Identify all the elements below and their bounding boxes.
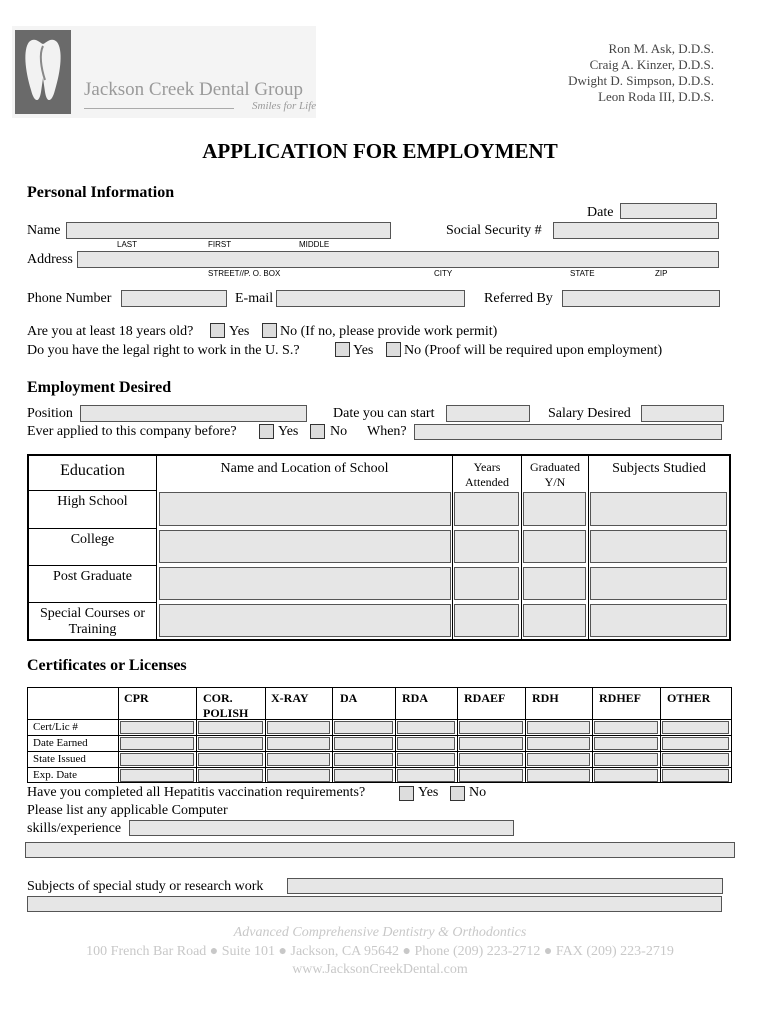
applied-yes-label: Yes	[278, 424, 299, 439]
cert-cell-field[interactable]	[120, 721, 194, 734]
ssn-label: Social Security #	[446, 223, 542, 238]
name-sub-first: FIRST	[208, 240, 232, 249]
salary-field[interactable]	[641, 405, 724, 422]
cert-cell-field[interactable]	[198, 737, 263, 750]
cert-col-xray: X-RAY	[271, 691, 309, 705]
applied-before-question: Ever applied to this company before?	[27, 424, 237, 439]
cert-col-rdh: RDH	[532, 691, 559, 705]
subjects-header: Subjects Studied	[612, 461, 706, 476]
legal-yes-label: Yes	[353, 343, 374, 358]
special-courses-name-field[interactable]	[159, 604, 451, 637]
date-label: Date	[587, 205, 614, 220]
start-date-label: Date you can start	[333, 406, 435, 421]
cert-cell-field[interactable]	[662, 753, 729, 766]
high-school-years-field[interactable]	[454, 492, 519, 526]
computer-skills-field[interactable]	[129, 820, 514, 836]
cert-cell-field[interactable]	[527, 769, 590, 782]
cert-cell-field[interactable]	[397, 721, 455, 734]
cert-cell-field[interactable]	[397, 753, 455, 766]
address-sub-city: CITY	[434, 269, 453, 278]
cert-cell-field[interactable]	[527, 721, 590, 734]
section-employment-heading: Employment Desired	[27, 379, 172, 396]
cert-cell-field[interactable]	[662, 769, 729, 782]
ssn-field[interactable]	[553, 222, 719, 239]
cert-col-da: DA	[340, 691, 358, 705]
cert-cell-field[interactable]	[397, 737, 455, 750]
address-sub-zip: ZIP	[655, 269, 668, 278]
college-graduated-field[interactable]	[523, 530, 586, 563]
cert-cell-field[interactable]	[198, 721, 263, 734]
cert-cell-field[interactable]	[594, 769, 658, 782]
applied-yes-checkbox[interactable]	[259, 424, 274, 439]
legal-question: Do you have the legal right to work in the U. S.?	[27, 343, 300, 358]
referred-by-label: Referred By	[484, 291, 553, 306]
school-header: Name and Location of School	[220, 461, 389, 476]
name-sub-middle: MIDDLE	[299, 240, 330, 249]
position-field[interactable]	[80, 405, 307, 422]
high-school-subjects-field[interactable]	[590, 492, 727, 526]
phone-field[interactable]	[121, 290, 227, 307]
cert-cell-field[interactable]	[198, 769, 263, 782]
cert-col-rda: RDA	[402, 691, 428, 705]
cert-cell-field[interactable]	[120, 737, 194, 750]
cert-cell-field[interactable]	[334, 721, 393, 734]
legal-yes-checkbox[interactable]	[335, 342, 350, 357]
when-label: When?	[367, 424, 407, 439]
name-field[interactable]	[66, 222, 391, 239]
footer-address: 100 French Bar Road ● Suite 101 ● Jackson, CA 95642 ● Phone (209) 223-2712 ● FAX (209) 223-2719	[86, 944, 674, 959]
cert-cell-field[interactable]	[267, 721, 330, 734]
row-high-school: High School	[57, 494, 128, 509]
cert-cell-field[interactable]	[397, 769, 455, 782]
cert-col-rdhef: RDHEF	[599, 691, 641, 705]
computer-skills-label-2: skills/experience	[27, 821, 122, 836]
logo-tagline: Smiles for Life	[252, 100, 317, 112]
tooth-logo-icon	[15, 30, 71, 114]
hepatitis-question: Have you completed all Hepatitis vaccination requirements?	[27, 785, 366, 800]
cert-cell-field[interactable]	[459, 753, 523, 766]
college-subjects-field[interactable]	[590, 530, 727, 563]
hepatitis-yes-label: Yes	[418, 785, 439, 800]
position-label: Position	[27, 406, 73, 421]
cert-cell-field[interactable]	[459, 721, 523, 734]
special-study-field[interactable]	[287, 878, 723, 894]
cert-cell-field[interactable]	[594, 721, 658, 734]
doctor-name: Ron M. Ask, D.D.S.	[608, 41, 714, 56]
education-header: Education	[60, 462, 125, 479]
cert-cell-field[interactable]	[662, 737, 729, 750]
address-sub-street: STREET//P. O. BOX	[208, 269, 281, 278]
cert-row-label: Date Earned	[33, 737, 88, 749]
special-courses-subjects-field[interactable]	[590, 604, 727, 637]
address-field[interactable]	[77, 251, 719, 268]
doctor-name: Craig A. Kinzer, D.D.S.	[589, 57, 714, 72]
when-field[interactable]	[414, 424, 722, 440]
special-courses-years-field[interactable]	[454, 604, 519, 637]
graduated-header: Graduated Y/N	[530, 460, 580, 489]
footer-tagline: Advanced Comprehensive Dentistry & Orthodontics	[233, 925, 527, 940]
cert-cell-field[interactable]	[594, 737, 658, 750]
hepatitis-no-label: No	[469, 785, 487, 800]
college-years-field[interactable]	[454, 530, 519, 563]
address-sub-state: STATE	[570, 269, 595, 278]
cert-cell-field[interactable]	[334, 769, 393, 782]
cert-cell-field[interactable]	[334, 737, 393, 750]
section-personal-heading: Personal Information	[27, 184, 175, 201]
cert-cell-field[interactable]	[527, 753, 590, 766]
doctor-name: Dwight D. Simpson, D.D.S.	[568, 73, 714, 88]
cert-cell-field[interactable]	[198, 753, 263, 766]
years-header: Years Attended	[465, 460, 509, 489]
cert-cell-field[interactable]	[662, 721, 729, 734]
doctor-list	[568, 41, 714, 105]
row-post-graduate: Post Graduate	[53, 569, 132, 584]
certificates-table	[27, 687, 732, 783]
address-label: Address	[27, 252, 73, 267]
section-certificates-heading: Certificates or Licenses	[27, 657, 187, 674]
education-table	[27, 454, 731, 641]
date-field[interactable]	[620, 203, 717, 219]
special-study-field-line2[interactable]	[27, 896, 722, 912]
footer-website[interactable]: www.JacksonCreekDental.com	[292, 962, 468, 977]
high-school-graduated-field[interactable]	[523, 492, 586, 526]
cert-col-other: OTHER	[667, 691, 711, 705]
page-title: APPLICATION FOR EMPLOYMENT	[202, 139, 558, 163]
row-college: College	[70, 532, 115, 547]
cert-cell-field[interactable]	[594, 753, 658, 766]
cert-row-label: State Issued	[33, 753, 86, 765]
post-graduate-name-field[interactable]	[159, 567, 451, 600]
cert-row-label: Cert/Lic #	[33, 721, 78, 733]
post-graduate-years-field[interactable]	[454, 567, 519, 600]
post-graduate-graduated-field[interactable]	[523, 567, 586, 600]
cert-cell-field[interactable]	[267, 769, 330, 782]
salary-label: Salary Desired	[548, 406, 631, 421]
applied-no-label: No	[330, 424, 348, 439]
age-question: Are you at least 18 years old?	[27, 324, 194, 339]
age-yes-checkbox[interactable]	[210, 323, 225, 338]
applied-no-checkbox[interactable]	[310, 424, 325, 439]
legal-no-checkbox[interactable]	[386, 342, 401, 357]
college-name-field[interactable]	[159, 530, 451, 563]
cert-cell-field[interactable]	[459, 769, 523, 782]
cert-cell-field[interactable]	[527, 737, 590, 750]
cert-row-label: Exp. Date	[33, 769, 77, 781]
age-no-label: No (If no, please provide work permit)	[280, 324, 498, 339]
cert-col-cor-polish: COR. POLISH	[203, 691, 249, 720]
cert-cell-field[interactable]	[120, 753, 194, 766]
doctor-name: Leon Roda III, D.D.S.	[598, 89, 714, 104]
phone-label: Phone Number	[27, 291, 112, 306]
hepatitis-yes-checkbox[interactable]	[399, 786, 414, 801]
row-special-courses: Special Courses or Training	[40, 606, 145, 637]
post-graduate-subjects-field[interactable]	[590, 567, 727, 600]
computer-skills-field-line2[interactable]	[25, 842, 735, 858]
logo-name: Jackson Creek Dental Group	[84, 79, 303, 100]
age-yes-label: Yes	[229, 324, 250, 339]
name-label: Name	[27, 223, 61, 238]
logo	[12, 26, 316, 118]
cert-cell-field[interactable]	[267, 753, 330, 766]
special-study-label: Subjects of special study or research work	[27, 879, 264, 894]
legal-no-label: No (Proof will be required upon employment)	[404, 343, 663, 358]
high-school-name-field[interactable]	[159, 492, 451, 526]
cert-cell-field[interactable]	[267, 737, 330, 750]
cert-col-rdaef: RDAEF	[464, 691, 506, 705]
cert-cell-field[interactable]	[459, 737, 523, 750]
special-courses-graduated-field[interactable]	[523, 604, 586, 637]
cert-cell-field[interactable]	[334, 753, 393, 766]
age-no-checkbox[interactable]	[262, 323, 277, 338]
cert-cell-field[interactable]	[120, 769, 194, 782]
cert-col-cpr: CPR	[124, 691, 149, 705]
computer-skills-label-1: Please list any applicable Computer	[27, 803, 228, 818]
name-sub-last: LAST	[117, 240, 138, 249]
email-field[interactable]	[276, 290, 465, 307]
email-label: E-mail	[235, 291, 274, 306]
start-date-field[interactable]	[446, 405, 530, 422]
referred-by-field[interactable]	[562, 290, 720, 307]
hepatitis-no-checkbox[interactable]	[450, 786, 465, 801]
